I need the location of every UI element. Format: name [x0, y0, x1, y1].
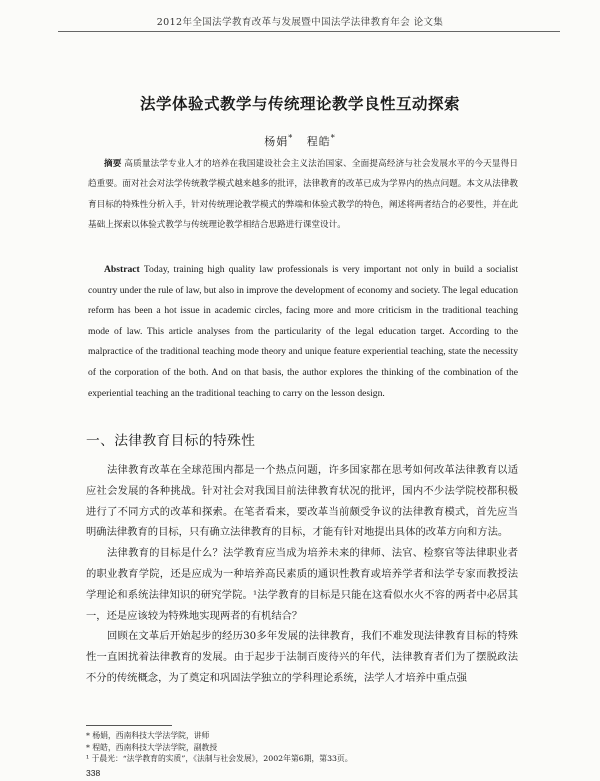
paper-title: 法学体验式教学与传统理论教学良性互动探索 — [139, 95, 460, 113]
author-name: 杨娟 — [264, 135, 289, 148]
section-body — [86, 460, 518, 689]
body-paragraph: 回顾在文革后开始起步的经历30多年发展的法律教育，我们不难发现法律教育目标的特殊性一直困扰着法律教育的发展。由于起步于法制百废待兴的年代，法律教育者们为了摆脱政法不分的传统概念，为了奠定和巩固法学独立的学科理论系统，法学人才培养中重点强 — [86, 630, 518, 684]
author-line — [0, 133, 600, 149]
footnotes — [86, 730, 526, 765]
footnote: * 杨娟，西南科技大学法学院，讲师 — [86, 731, 210, 740]
abstract-chinese — [88, 154, 518, 235]
footnote: ¹ 于晨光：“法学教育的实质”，《法制与社会发展》，2002年第6期，第33页。 — [86, 754, 353, 764]
author-name: 程皓 — [306, 135, 331, 148]
page-number: 338 — [86, 768, 101, 778]
abstract-en-text: Today, training high quality law professionals is very important not only in build a socialist country under the rule of law, but also in improve the development of economy and society. The legal education reform has been a hot issue in academic circles, facing more and more criticism in the traditional teaching mode of law. This article analyses from the particularity of the legal education target. According to the malpractice of the traditional teaching mode theory and unique feature experiential teaching, state the necessity of the corporation of the both. And on that basis, the author explores the thinking of the combination of the experiential teaching an the traditional teaching to carry on the lesson design. — [88, 264, 518, 399]
abstract-zh-label: 摘要 — [104, 159, 122, 169]
footnote-divider — [86, 725, 172, 726]
running-header: 2012年全国法学教育改革与发展暨中国法学法律教育年会 论文集 — [156, 17, 444, 28]
footnote: * 程皓，西南科技大学法学院，副教授 — [86, 742, 218, 752]
author-footnote-mark: * — [288, 133, 294, 143]
section-heading: 一、法律教育目标的特殊性 — [86, 433, 256, 449]
body-paragraph: 法律教育的目标是什么？法学教育应当成为培养未来的律师、法官、检察官等法律职业者的职业教育学院，还是应成为一种培养高民素质的通识性教育或培养学者和法学专家而教授法学理论和系统法律知识的研究学院。¹法学教育的目标是只能在这看似水火不容的两者中必居其一，还是应该较为特殊地实现两者的有机结合？ — [86, 547, 518, 622]
header-divider — [58, 31, 560, 32]
abstract-zh-text: 高质量法学专业人才的培养在我国建设社会主义法治国家、全面提高经济与社会发展水平的今天显得日趋重要。面对社会对法学传统教学模式越来越多的批评，法律教育的改革已成为学界内的热点问题。本文从法律教育目标的特殊性分析入手，针对传统理论教学模式的弊端和体验式教学的特色，阐述将两者结合的必要性，并在此基础上探索以体验式教学与传统理论教学相结合思路进行课堂设计。 — [88, 159, 518, 230]
abstract-en-label: Abstract — [104, 264, 140, 275]
abstract-english — [88, 260, 518, 404]
author-footnote-mark: * — [330, 133, 336, 143]
body-paragraph: 法律教育改革在全球范围内都是一个热点问题，许多国家都在思考如何改革法律教育以适应社会发展的各种挑战。针对社会对我国目前法律教育状况的批评，国内不少法学院校都积极进行了不同方式的改革和探索。在笔者看来，要改革当前颇受争议的法律教育模式，首先应当明确法律教育的目标，只有确立法律教育的目标，才能有针对地提出具体的改革方向和方法。 — [86, 464, 518, 539]
